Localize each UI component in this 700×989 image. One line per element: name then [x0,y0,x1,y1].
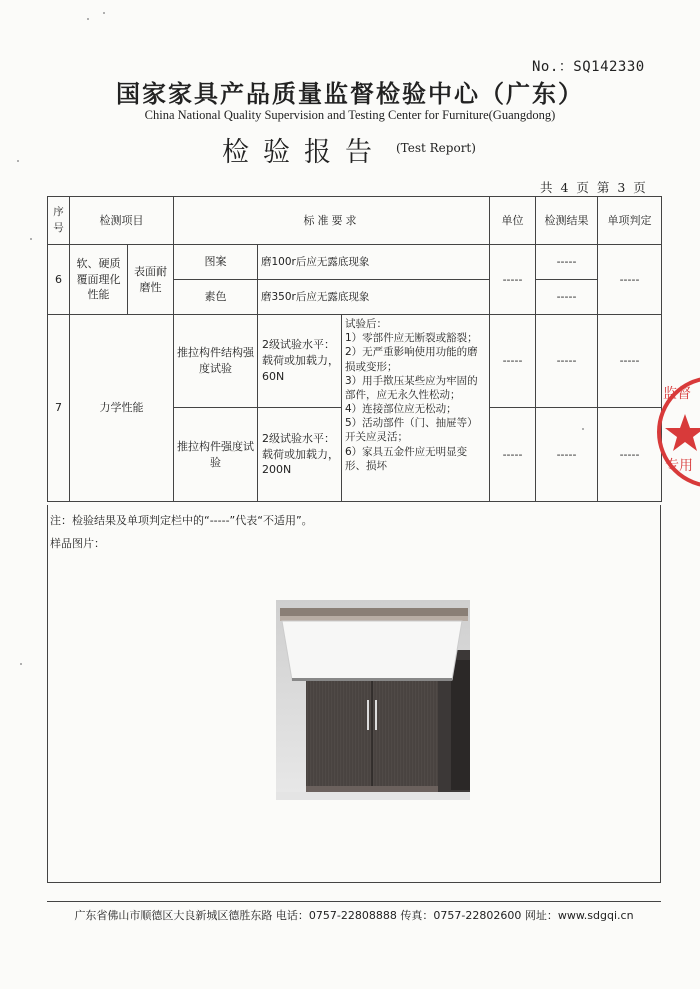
row6-item-name: 图案 [174,245,258,280]
row7-item-name: 推拉构件强度试验 [174,408,258,502]
row6-item-requirement: 磨100r后应无露底现象 [258,245,490,280]
row7-item-name: 推拉构件结构强度试验 [174,315,258,408]
sample-photo [276,600,470,800]
svg-text:监督: 监督 [663,386,691,402]
footer-contact: 广东省佛山市顺德区大良新城区德胜东路 电话：0757-22808888 传真：0757-22802600 网址：www.sdgqi.cn [74,909,634,922]
svg-text:专用: 专用 [665,458,693,474]
header-seq: 序号 [48,197,70,245]
report-title-en: (Test Report) [396,141,476,155]
row7-item-condition: 2级试验水平：载荷或加载力，60N [258,315,342,408]
row6-unit: ----- [490,245,536,315]
row7-item-result: ----- [536,315,598,408]
organization-name-cn: 国家家具产品质量监督检验中心（广东） [116,80,584,108]
row7-category: 力学性能 [70,315,174,502]
row6-subcategory: 表面耐磨性 [128,245,174,315]
footer-divider [47,901,661,902]
page-info: 共 4 页 第 3 页 [540,180,646,195]
official-stamp [655,372,700,492]
row7-requirement: 试验后： 1）零部件应无断裂或豁裂； 2）无严重影响使用功能的磨损或变形； 3）用手揿压某些应为牢固的部件，应无永久性松动； 4）连接部位应无松动； 5）活动部件（门、抽屉等）开关应灵活； 6）家具五金件应无明显变形、损坏 [342,315,490,502]
table-note: 注：检验结果及单项判定栏中的“-----”代表“不适用”。 [50,514,313,527]
row6-seq: 6 [48,245,70,315]
row7-item-judgement: ----- [598,408,662,502]
row6-judgement: ----- [598,245,662,315]
row7-item-judgement: ----- [598,315,662,408]
row6-item-result: ----- [536,245,598,280]
organization-name-en: China National Quality Supervision and Testing Center for Furniture(Guangdong) [144,108,556,122]
sample-image-label: 样品图片： [50,537,105,550]
header-result: 检测结果 [536,197,598,245]
row7-item-unit: ----- [490,315,536,408]
row7-seq: 7 [48,315,70,502]
row7-item-unit: ----- [490,408,536,502]
row6-item-requirement: 磨350r后应无露底现象 [258,280,490,315]
table-row [48,315,662,408]
report-title: 检验报告 [222,137,386,168]
header-item: 检测项目 [70,197,174,245]
test-results-table [47,196,662,502]
table-header-row [48,197,662,245]
table-row [48,245,662,280]
row6-category: 软、硬质覆面理化性能 [70,245,128,315]
row7-item-result: ----- [536,408,598,502]
row7-item-condition: 2级试验水平：载荷或加载力，200N [258,408,342,502]
header-requirement: 标准要求 [174,197,490,245]
row6-item-name: 素色 [174,280,258,315]
header-unit: 单位 [490,197,536,245]
row6-item-result: ----- [536,280,598,315]
header-judgement: 单项判定 [598,197,662,245]
report-number: No.：SQ142330 [532,59,645,75]
